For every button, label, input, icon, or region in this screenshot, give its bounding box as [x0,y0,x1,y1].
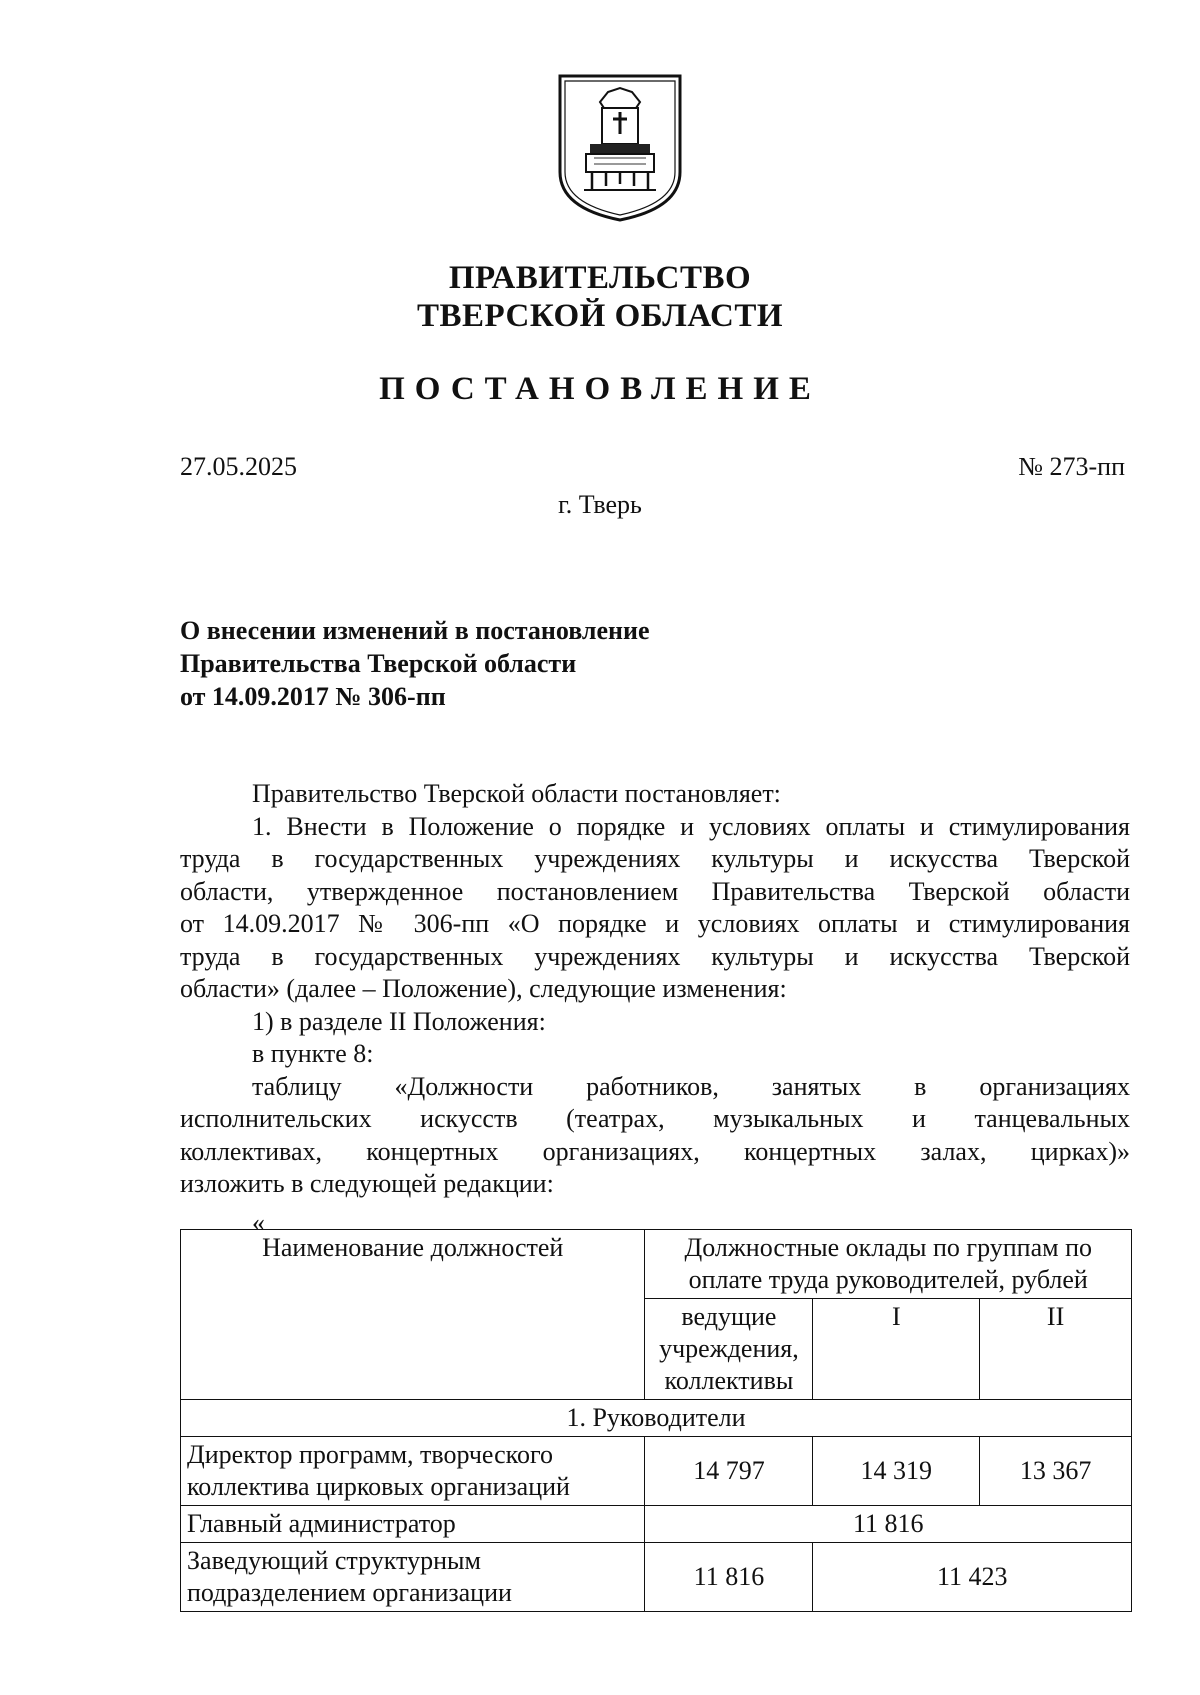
salary-table [180,1229,1132,1612]
table-row [181,1543,1132,1612]
item-1: 1) в разделе II Положения: [252,1006,546,1036]
tver-coat-of-arms-icon [556,72,684,224]
subject-line: от 14.09.2017 № 306-пп [180,682,446,711]
table-row [181,1506,1132,1543]
government-name-line1: ПРАВИТЕЛЬСТВО [448,260,752,296]
body-line: труда в государственных учреждениях культуры и искусства Тверской [180,844,1130,873]
document-date: 27.05.2025 [180,452,297,481]
item-1-sub: в пункте 8: [252,1039,374,1068]
document-subject [180,614,650,713]
salary-group-2: 13 367 [980,1437,1132,1506]
body-line: таблицу «Должности работников, занятых в организациях [252,1071,1130,1101]
intro-paragraph: Правительство Тверской области постановляет: [252,779,781,808]
body-line: исполнительских искусств (театрах, музыкальных и танцевальных [180,1104,1130,1133]
header-group-1: I [813,1299,980,1400]
body-line: от 14.09.2017 № 306-пп «О порядке и условиях оплаты и стимулирования [180,909,1130,938]
header-position-name: Наименование должностей [181,1230,645,1400]
body-line: коллективах, концертных организациях, концертных залах, цирках)» [180,1136,1130,1166]
header-salaries: Должностные оклады по группам по оплате труда руководителей, рублей [645,1230,1132,1299]
position-name: Заведующий структурным подразделением организации [181,1543,645,1612]
position-name: Главный администратор [181,1506,645,1543]
open-quote: « [252,1208,265,1237]
document-type: ПОСТАНОВЛЕНИЕ [379,371,821,407]
salary-groups-1-2: 11 423 [813,1543,1132,1612]
body-line: 1. Внести в Положение о порядке и условиях оплаты и стимулирования [252,811,1130,841]
body-line: изложить в следующей редакции: [180,1169,554,1198]
document-body [180,778,1130,1201]
salary-all-groups: 11 816 [645,1506,1132,1543]
section-heading: 1. Руководители [181,1400,1132,1437]
body-line: труда в государственных учреждениях культуры и искусства Тверской [180,941,1130,971]
body-line: области, утвержденное постановлением Правительства Тверской области [180,876,1130,906]
salary-group-1: 14 319 [813,1437,980,1506]
government-name-line2: ТВЕРСКОЙ ОБЛАСТИ [416,298,784,334]
document-city: г. Тверь [558,490,642,519]
subject-line: Правительства Тверской области [180,649,577,678]
salary-leading: 11 816 [645,1543,813,1612]
salary-leading: 14 797 [645,1437,813,1506]
subject-line: О внесении изменений в постановление [180,616,650,645]
position-name: Директор программ, творческого коллектива цирковых организаций [181,1437,645,1506]
document-number: № 273-пп [1018,452,1125,481]
header-group-2: II [980,1299,1132,1400]
header-group-leading: ведущие учреждения, коллективы [645,1299,813,1400]
table-row [181,1437,1132,1506]
body-line: области» (далее – Положение), следующие изменения: [180,974,787,1003]
